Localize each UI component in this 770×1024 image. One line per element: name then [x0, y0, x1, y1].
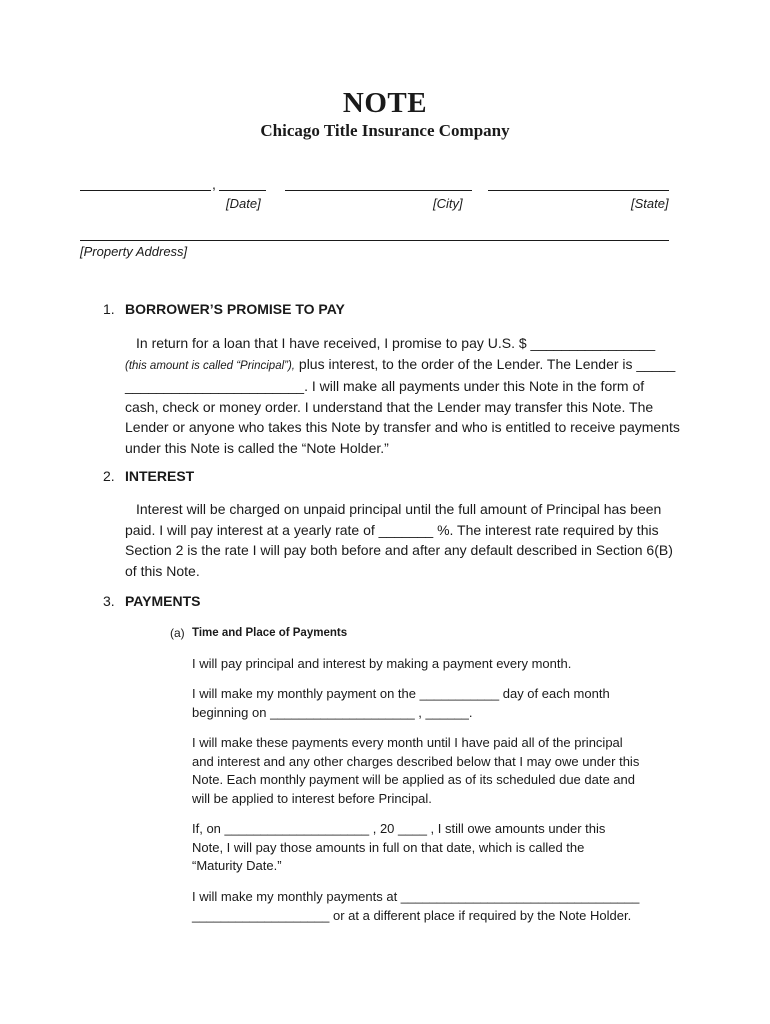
principal-definition: (this amount is called “Principal”), — [125, 359, 296, 372]
section1-line4: cash, check or money order. I understand that the Lender may transfer this Note. The — [125, 398, 654, 415]
section2-line3: Section 2 is the rate I will pay both before and after any default described in Section 6(B) — [125, 542, 673, 558]
section1-paragraph — [125, 333, 680, 458]
section3-number: 3. — [103, 593, 115, 609]
payments-p3 — [192, 734, 639, 808]
section3-heading: PAYMENTS — [125, 593, 201, 609]
payments-p4-line2: Note, I will pay those amounts in full on that date, which is called the — [192, 839, 585, 855]
payments-p5-line2: ___________________ or at a different place if required by the Note Holder. — [192, 907, 632, 923]
section1-line5: Lender or anyone who takes this Note by transfer and who is entitled to receive payments — [125, 419, 680, 435]
payments-p2-line2: beginning on ____________________ , ______. — [192, 704, 473, 720]
date-label: [Date] — [226, 196, 261, 211]
property-address-blank-line[interactable] — [80, 240, 669, 241]
payments-p4-line1: If, on ____________________ , 20 ____ , I still owe amounts under this — [192, 821, 606, 836]
state-blank-line[interactable] — [488, 190, 669, 191]
payments-p1-line1: I will pay principal and interest by making a payment every month. — [192, 656, 572, 671]
document-title: NOTE — [342, 87, 428, 119]
payments-p2 — [192, 685, 610, 722]
payments-p2-line1: I will make my monthly payment on the ___________ day of each month — [192, 686, 610, 701]
year-blank-line[interactable] — [219, 190, 266, 191]
section1-line3: _______________________. I will make all payments under this Note in the form of — [125, 378, 645, 394]
subsection-a-heading: Time and Place of Payments — [192, 627, 348, 639]
section1-line2 — [125, 354, 680, 377]
section1-number: 1. — [103, 301, 115, 317]
payments-p5 — [192, 888, 639, 925]
payments-p5-line1: I will make my monthly payments at _________________________________ — [192, 889, 640, 904]
section2-heading: INTEREST — [125, 468, 195, 484]
section1-heading: BORROWER’S PROMISE TO PAY — [125, 301, 345, 317]
payments-p1 — [192, 655, 571, 674]
payments-p4-line3: “Maturity Date.” — [192, 858, 282, 873]
section1-line2-rest: plus interest, to the order of the Lender. The Lender is _____ — [295, 355, 676, 372]
section1-line1: In return for a loan that I have received, I promise to pay U.S. $ ________________ — [136, 335, 656, 351]
section2-paragraph — [125, 499, 673, 581]
payments-p3-line2: and interest and any other charges described below that I may owe under this — [192, 753, 640, 769]
payments-p3-line1: I will make these payments every month until I have paid all of the principal — [192, 735, 623, 750]
section2-number: 2. — [103, 468, 115, 484]
date-comma: , — [212, 176, 216, 192]
state-label: [State] — [631, 196, 669, 211]
city-blank-line[interactable] — [285, 190, 472, 191]
date-blank-line[interactable] — [80, 190, 211, 191]
section1-line6: under this Note is called the “Note Holder.” — [125, 439, 389, 456]
payments-p3-line4: will be applied to interest before Principal. — [192, 790, 432, 806]
section2-line1: Interest will be charged on unpaid principal until the full amount of Principal has been — [136, 501, 662, 517]
payments-p3-line3: Note. Each monthly payment will be applied as of its scheduled due date and — [192, 772, 635, 787]
city-label: [City] — [433, 196, 463, 211]
payments-p4 — [192, 820, 605, 876]
company-name: Chicago Title Insurance Company — [260, 121, 510, 140]
section2-line2: paid. I will pay interest at a yearly rate of _______ %. The interest rate required by this — [125, 521, 659, 538]
property-address-label: [Property Address] — [80, 244, 188, 259]
section2-line4: of this Note. — [125, 562, 200, 579]
subsection-a-label: (a) — [170, 626, 185, 640]
